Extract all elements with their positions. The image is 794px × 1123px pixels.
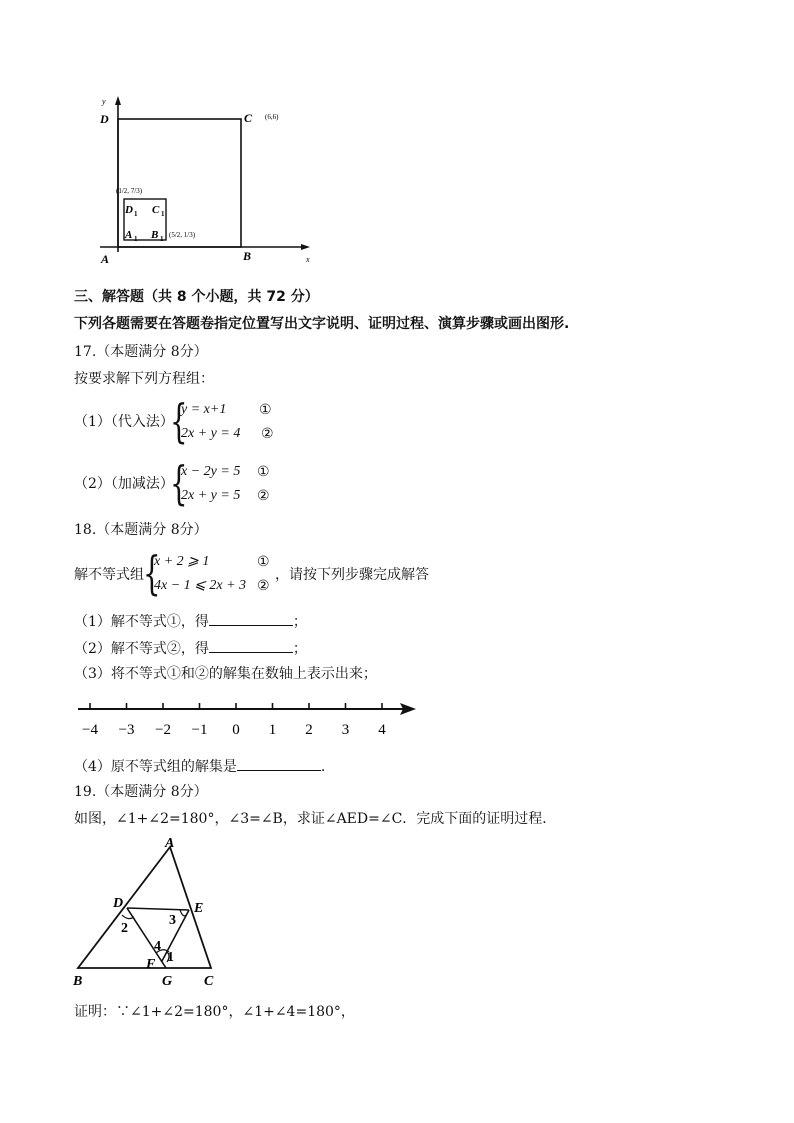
triangle-abc bbox=[78, 847, 211, 968]
q18-step1-text: （1）解不等式①，得 bbox=[74, 614, 209, 630]
q17-part2-eq2: 2x + y = 5 bbox=[181, 488, 241, 503]
number-line-tick-label: −4 bbox=[82, 722, 98, 738]
q18-prompt-suffix: ，请按下列步骤完成解答 bbox=[275, 567, 429, 583]
point-D1-coord: (1/2, 7/3) bbox=[116, 187, 143, 195]
q19-prompt: 如图，∠1+∠2=180°，∠3=∠B，求证∠AED=∠C．完成下面的证明过程． bbox=[74, 811, 557, 827]
q17-part1-label: （1）（代入法） bbox=[74, 414, 174, 430]
svg-text:D: D bbox=[125, 204, 133, 216]
number-line-tick-label: 1 bbox=[268, 722, 277, 738]
angle-3-arc bbox=[180, 910, 186, 916]
q17-part1-eq2: 2x + y = 4 bbox=[181, 426, 241, 441]
tri-label-G: G bbox=[162, 974, 173, 989]
q18-step1-blank[interactable] bbox=[209, 611, 293, 626]
tri-label-3: 3 bbox=[169, 913, 176, 928]
svg-text:C: C bbox=[152, 204, 160, 216]
point-B1-coord: (5/2, 1/3) bbox=[169, 231, 196, 239]
svg-text:B: B bbox=[151, 229, 159, 241]
q17-part1-eq1: y = x+1 bbox=[181, 402, 227, 417]
tri-label-1: 1 bbox=[167, 950, 174, 965]
q17-part2-label: （2）（加减法） bbox=[74, 476, 174, 492]
number-line-tick-label: 3 bbox=[341, 722, 350, 738]
point-D-label: D bbox=[100, 112, 109, 126]
point-A-label: A bbox=[101, 252, 110, 266]
svg-text:A: A bbox=[125, 229, 133, 241]
q18-step2-semi: ； bbox=[292, 641, 307, 657]
q18-prompt-prefix: 解不等式组 bbox=[74, 567, 144, 583]
q17-part1-mark2: ② bbox=[261, 426, 274, 442]
number-line-tick-label: −1 bbox=[191, 722, 208, 738]
svg-text:1: 1 bbox=[134, 235, 138, 243]
q17-part2-mark1: ① bbox=[257, 464, 270, 480]
x-axis-arrow bbox=[301, 244, 310, 250]
tri-label-D: D bbox=[113, 896, 124, 911]
number-line bbox=[74, 694, 424, 742]
q17-part1-mark1: ① bbox=[259, 402, 272, 418]
q18-step1-semi: ； bbox=[292, 614, 307, 630]
q18-mark2: ② bbox=[257, 578, 270, 594]
q17-part2-brace: { bbox=[170, 456, 188, 510]
section-heading: 三、解答题（共 8 个小题，共 72 分） bbox=[74, 289, 319, 305]
q18-step3: （3）将不等式①和②的解集在数轴上表示出来； bbox=[74, 666, 377, 682]
q18-step4 bbox=[74, 756, 325, 776]
section-instruction: 下列各题需要在答题卷指定位置写出文字说明、证明过程、演算步骤或画出图形. bbox=[74, 316, 570, 332]
tri-label-C: C bbox=[204, 974, 214, 989]
q18-ineq2: 4x − 1 ⩽ 2x + 3 bbox=[154, 578, 247, 593]
point-C-label: C bbox=[244, 111, 253, 125]
q17-prompt: 按要求解下列方程组： bbox=[74, 371, 214, 387]
q18-brace: { bbox=[143, 546, 161, 600]
q18-step2-text: （2）解不等式②，得 bbox=[74, 641, 209, 657]
q17-part2-mark2: ② bbox=[257, 488, 270, 504]
tri-label-E: E bbox=[194, 901, 204, 916]
tri-label-B: B bbox=[73, 974, 83, 989]
q18-step4-text: （4）原不等式组的解集是 bbox=[74, 759, 237, 775]
svg-text:1: 1 bbox=[134, 210, 138, 218]
q17-part2-eq1: x − 2y = 5 bbox=[181, 464, 241, 479]
number-line-tick-label: 4 bbox=[378, 722, 386, 738]
y-axis-arrow bbox=[115, 96, 121, 105]
q19-title: 19.（本题满分 8分） bbox=[74, 784, 208, 800]
big-square bbox=[118, 119, 241, 247]
q17-title: 17.（本题满分 8分） bbox=[74, 344, 208, 360]
point-B-label: B bbox=[243, 249, 252, 263]
q18-step2-blank[interactable] bbox=[209, 638, 293, 653]
coordinate-figure bbox=[90, 92, 330, 272]
number-line-tick-label: −2 bbox=[155, 722, 171, 738]
number-line-tick-label: 0 bbox=[232, 722, 240, 738]
point-C1-label bbox=[152, 204, 165, 218]
svg-text:1: 1 bbox=[161, 210, 165, 218]
point-A1-label bbox=[124, 229, 138, 243]
q18-step2 bbox=[74, 638, 307, 658]
x-axis-label: x bbox=[306, 255, 310, 264]
q18-title: 18.（本题满分 8分） bbox=[74, 522, 208, 538]
number-line-tick-label: 2 bbox=[305, 722, 313, 738]
q18-step4-blank[interactable] bbox=[237, 756, 321, 771]
tri-label-F: F bbox=[146, 957, 156, 972]
q17-part1-brace: { bbox=[170, 394, 188, 448]
q18-step4-period: . bbox=[320, 759, 326, 775]
point-B1-label bbox=[150, 229, 164, 243]
svg-text:1: 1 bbox=[160, 235, 164, 243]
tri-label-4: 4 bbox=[154, 939, 161, 954]
number-line-tick-label: −3 bbox=[118, 722, 135, 738]
q19-proof-start: 证明：∵∠1+∠2=180°，∠1+∠4=180°， bbox=[74, 1004, 355, 1020]
point-C-coord: (6,6) bbox=[265, 113, 279, 121]
segment-de bbox=[127, 908, 189, 910]
point-D1-label bbox=[124, 204, 138, 218]
y-axis-label: y bbox=[102, 97, 106, 106]
q18-ineq1: x + 2 ⩾ 1 bbox=[154, 554, 210, 569]
tri-label-A: A bbox=[165, 836, 175, 851]
q18-step1 bbox=[74, 611, 307, 631]
tri-label-2: 2 bbox=[121, 921, 128, 936]
q18-mark1: ① bbox=[257, 554, 270, 570]
triangle-figure bbox=[70, 835, 230, 993]
